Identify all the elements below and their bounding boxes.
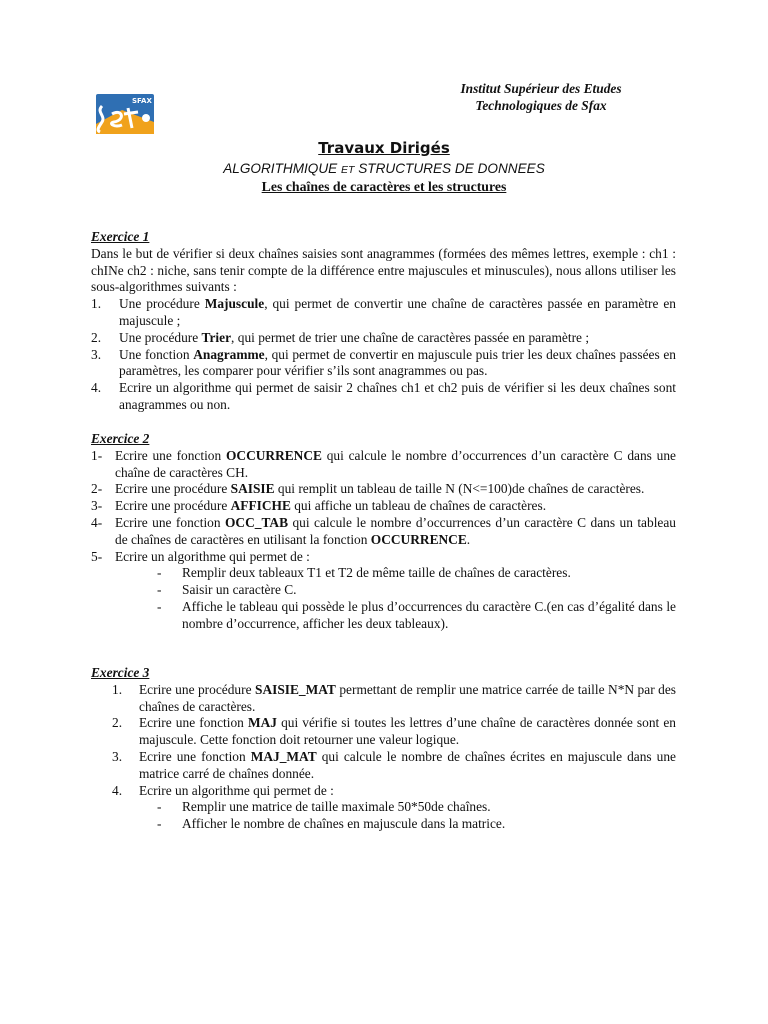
item-keyword: SAISIE_MAT (255, 681, 336, 697)
item-text: Ecrire une procédure (115, 481, 231, 497)
item-text: permettant de remplir une matrice carrée de taille N*N par des chaînes de caractères. (139, 681, 676, 714)
institute-line-1: Institut Supérieur des Etudes (460, 81, 622, 96)
exercise-2-sublist (91, 565, 676, 632)
item-keyword: OCC_TAB (225, 514, 289, 530)
subject-part-a: ALGORITHMIQUE (223, 161, 338, 176)
bullet-dash: - (157, 598, 162, 614)
item-text: Une procédure (119, 329, 202, 345)
item-text: qui remplit un tableau de taille N (N<=100)de chaînes de caractères. (274, 481, 645, 497)
item-number: 4- (91, 514, 103, 530)
sub-item (157, 565, 676, 582)
item-text: Ecrire un algorithme qui permet de saisir 2 chaînes ch1 et ch2 puis de vérifier si les deux chaînes sont anagrammes ou non. (119, 380, 676, 412)
list-item (91, 783, 676, 800)
exercise-1-intro: Dans le but de vérifier si deux chaînes saisies sont anagrammes (formées des mêmes lettres, exemple : ch1 : chINe ch2 : niche, sans tenir compte de la différence entre majuscules et minuscules), nous allons utiliser les sous-algorithmes suivants : (91, 245, 676, 295)
exercise-1-list (91, 296, 676, 414)
institute-name (405, 80, 677, 114)
iset-logo (92, 92, 156, 138)
item-keyword: Anagramme (193, 346, 265, 362)
item-text: qui affiche un tableau de chaînes de caractères. (290, 498, 547, 514)
item-keyword: Trier (201, 329, 232, 345)
list-item (91, 715, 676, 749)
item-text: , qui permet de convertir en majuscule puis trier les deux chaînes passées en paramètres, les comparer pour vérifier s’ils sont anagrammes ou pas. (119, 346, 676, 379)
item-number: 1- (91, 447, 103, 463)
exercise-3-list (91, 682, 676, 800)
logo-text: SFAX (132, 97, 152, 105)
item-keyword: MAJ_MAT (250, 748, 317, 764)
exercise-3 (91, 665, 676, 833)
item-number: 5- (91, 548, 103, 564)
item-text: Ecrire une fonction (115, 447, 226, 463)
list-item (91, 515, 676, 549)
item-text: , qui permet de trier une chaîne de caractères passée en paramètre ; (231, 329, 590, 345)
item-keyword: MAJ (247, 715, 277, 731)
exercise-1-title: Exercice 1 (91, 229, 150, 244)
exercise-1 (91, 229, 676, 414)
item-keyword: Majuscule (204, 296, 265, 312)
item-text: , qui permet de convertir une chaîne de caractères passée en paramètre en majuscule ; (119, 296, 676, 328)
item-text: Ecrire une fonction (139, 748, 251, 764)
item-number: 3. (112, 748, 123, 764)
item-text: Ecrire un algorithme qui permet de : (139, 782, 334, 798)
item-text: Remplir deux tableaux T1 et T2 de même taille de chaînes de caractères. (182, 565, 571, 581)
document-title: Travaux Dirigés (318, 139, 450, 157)
item-keyword: SAISIE (230, 481, 275, 497)
item-keyword: OCCURRENCE (225, 447, 322, 463)
exercise-2 (91, 431, 676, 633)
item-text: . (466, 531, 471, 547)
exercise-2-title: Exercice 2 (91, 431, 150, 446)
item-keyword: OCCURRENCE (370, 531, 467, 547)
item-number: 3. (91, 346, 102, 362)
item-number: 1. (112, 681, 123, 697)
subject-et: ET (341, 164, 355, 176)
item-number: 4. (91, 380, 102, 396)
list-item (91, 749, 676, 783)
item-text: Ecrire une fonction (115, 514, 226, 530)
list-item (91, 682, 676, 716)
item-text: qui calcule le nombre d’occurrences d’un caractère C dans une chaîne de caractères CH. (115, 447, 676, 480)
item-text: Affiche le tableau qui possède le plus d’occurrences du caractère C.(en cas d’égalité dans le nombre d’occurrence, afficher les deux tableaux). (182, 598, 676, 631)
list-item (91, 498, 676, 515)
sub-item (157, 816, 676, 833)
item-keyword: AFFICHE (230, 498, 291, 514)
item-text: Remplir une matrice de taille maximale 50*50de chaînes. (182, 799, 491, 815)
document-topic: Les chaînes de caractères et les structures (261, 179, 507, 194)
bullet-dash: - (157, 565, 162, 581)
list-item (91, 549, 676, 566)
list-item (91, 448, 676, 482)
item-number: 2. (91, 329, 102, 345)
item-text: Ecrire une fonction (139, 715, 248, 731)
item-text: qui calcule le nombre de chaînes écrites en majuscule dans une matrice carré de chaînes donnée. (139, 748, 676, 781)
list-item (91, 380, 676, 414)
subject-part-b: STRUCTURES DE DONNEES (358, 161, 545, 176)
item-text: Une procédure (119, 296, 205, 312)
sub-item (157, 598, 676, 633)
item-text: Ecrire un algorithme qui permet de : (115, 548, 310, 564)
list-item (91, 296, 676, 330)
sub-item (157, 799, 676, 816)
sub-item (157, 582, 676, 599)
exercise-3-title: Exercice 3 (91, 665, 150, 680)
exercise-2-list (91, 448, 676, 566)
list-item (91, 347, 676, 381)
bullet-dash: - (157, 582, 162, 598)
item-number: 3- (91, 498, 103, 514)
bullet-dash: - (157, 816, 162, 832)
item-text: Saisir un caractère C. (182, 582, 297, 598)
list-item (91, 330, 676, 347)
item-text: Ecrire une procédure (139, 681, 255, 697)
item-text: qui calcule le nombre d’occurrences d’un caractère C dans un tableau de chaînes de caractères en utilisant la fonction (115, 514, 676, 547)
item-number: 2. (112, 715, 123, 731)
bullet-dash: - (157, 799, 162, 815)
item-number: 4. (112, 782, 123, 798)
document-subject (0, 161, 768, 178)
list-item (91, 481, 676, 498)
item-text: Afficher le nombre de chaînes en majuscule dans la matrice. (182, 816, 506, 832)
item-text: Une fonction (119, 346, 194, 362)
item-number: 1. (91, 296, 102, 312)
item-text: qui vérifie si toutes les lettres d’une chaîne de caractères donnée sont en majuscule. Cette fonction doit retourner une valeur logique. (139, 715, 676, 748)
exercise-3-sublist (91, 799, 676, 833)
institute-line-2: Technologiques de Sfax (475, 98, 607, 113)
item-number: 2- (91, 481, 103, 497)
item-text: Ecrire une procédure (115, 498, 231, 514)
